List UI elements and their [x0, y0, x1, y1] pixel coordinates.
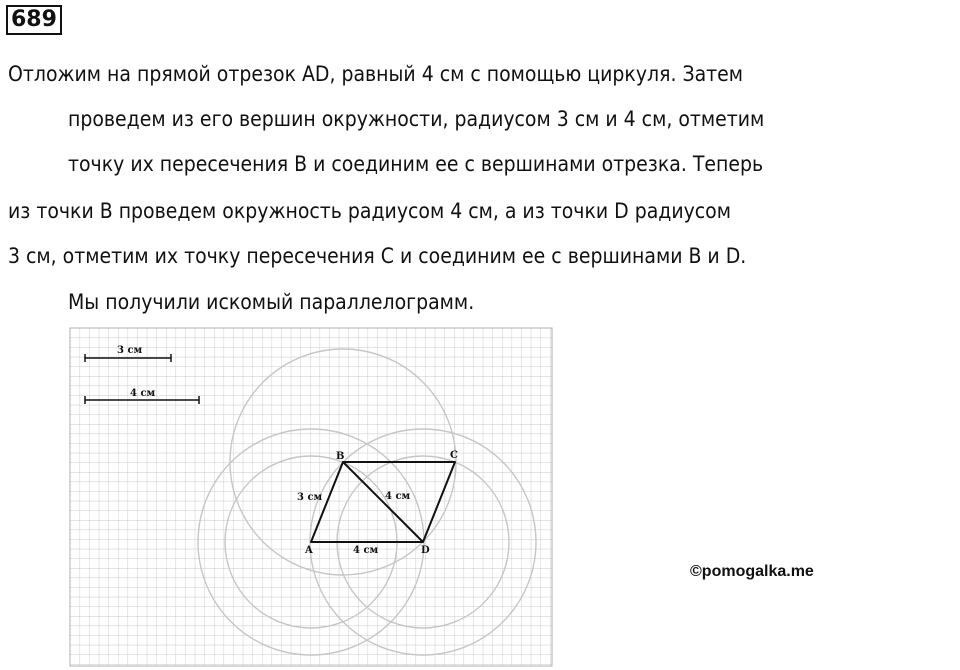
text-line-5: 3 см, отметим их точку пересечения C и соединим ее с вершинами B и D.	[8, 244, 747, 268]
text-line-1: Отложим на прямой отрезок AD, равный 4 см с помощью циркуля. Затем	[8, 62, 744, 86]
side-ad-length-label: 4 см	[353, 545, 379, 556]
watermark: ©pomogalka.me	[690, 563, 814, 580]
scale-4cm-label: 4 см	[130, 388, 156, 399]
text-line-2: проведем из его вершин окружности, радиусом 3 см и 4 см, отметим	[68, 107, 765, 131]
point-d-label: D	[421, 545, 430, 556]
point-c-label: C	[450, 450, 458, 461]
point-a-label: A	[305, 545, 313, 556]
text-line-3: точку их пересечения B и соединим ее с вершинами отрезка. Теперь	[68, 152, 764, 176]
diagonal-bd-length-label: 4 см	[385, 491, 411, 502]
text-line-4: из точки B проведем окружность радиусом 4 см, а из точки D радиусом	[8, 199, 731, 223]
text-line-6: Мы получили искомый параллелограмм.	[68, 290, 475, 314]
scale-3cm-label: 3 см	[117, 345, 143, 356]
side-ab-length-label: 3 см	[297, 492, 323, 503]
problem-number: 689	[6, 5, 62, 35]
point-b-label: B	[336, 451, 345, 462]
